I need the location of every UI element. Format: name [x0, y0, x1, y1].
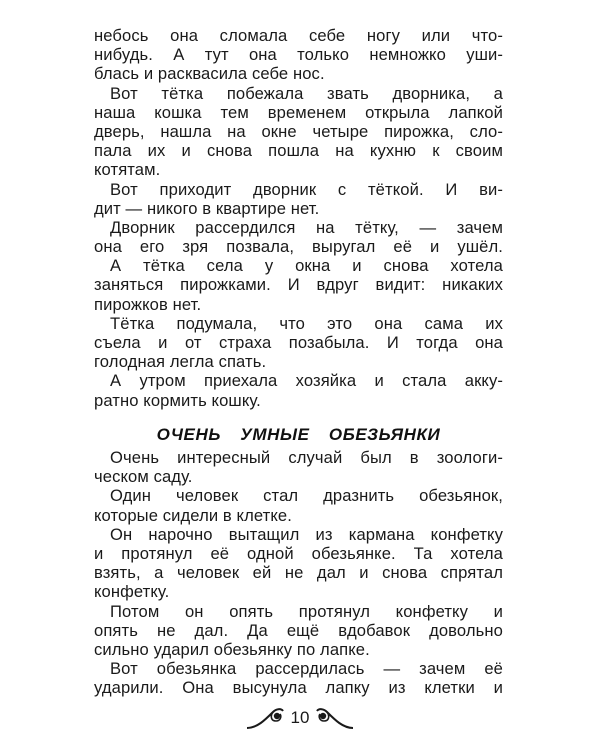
text-line: дит — никого в квартире нет. [94, 198, 320, 218]
text-line: небось она сломала себе ногу или что- [94, 26, 503, 45]
text-line: Вот обезьянка рассердилась — зачем её [110, 659, 503, 679]
text-line: Очень интересный случай был в зоологи- [110, 448, 503, 467]
text-line: съела и от страха позабыла. И тогда она [94, 333, 503, 352]
story-text-top [94, 26, 503, 410]
text-line: нибудь. А тут она только немножко уши- [94, 45, 503, 65]
text-line: котятам. [94, 160, 161, 180]
text-line: заняться пирожками. И вдруг видит: никаких [94, 275, 503, 295]
text-line: она его зря позвала, выругал её и ушёл. [94, 237, 503, 257]
text-line: А утром приехала хозяйка и стала акку- [110, 371, 503, 391]
text-line: дверь, нашла на окне четыре пирожка, сло- [94, 121, 503, 141]
text-line: и протянул её одной обезьянке. Та хотела [94, 543, 503, 563]
text-line: голодная легла спать. [94, 352, 267, 372]
text-line: пирожков нет. [94, 294, 202, 314]
text-line: ратно кормить кошку. [94, 390, 261, 410]
text-line: опять не дал. Да ещё вдобавок довольно [94, 620, 503, 640]
text-line: конфетку. [94, 582, 170, 602]
text-line: Один человек стал дразнить обезьянок, [110, 486, 503, 506]
text-line: Он нарочно вытащил из кармана конфетку [110, 524, 503, 544]
text-line: ударили. Она высунула лапку из клетки и [94, 678, 503, 698]
text-line: пала их и снова пошла на кухню к своим [94, 141, 503, 161]
text-line: Вот приходит дворник с тёткой. И ви- [110, 179, 503, 199]
story-text-bottom [94, 448, 503, 697]
text-line: ческом саду. [94, 467, 193, 487]
text-line: наша кошка тем временем открыла лапкой [94, 102, 503, 122]
text-line: А тётка села у окна и снова хотела [110, 256, 503, 276]
text-line: Вот тётка побежала звать дворника, а [110, 83, 503, 103]
right-swirl-ornament-icon [313, 706, 355, 730]
text-line: блась и расквасила себе нос. [94, 64, 325, 84]
text-line: которые сидели в клетке. [94, 505, 292, 525]
text-line: Тётка подумала, что это она сама их [110, 313, 503, 333]
page-footer [0, 705, 600, 731]
section-title: ОЧЕНЬ УМНЫЕ ОБЕЗЬЯНКИ [156, 425, 441, 444]
text-line: взять, а человек ей не дал и снова спрятал [94, 563, 503, 583]
left-swirl-ornament-icon [245, 706, 287, 730]
text-line: сильно ударил обезьянку по лапке. [94, 639, 370, 659]
text-line: Потом он опять протянул конфетку и [110, 601, 503, 621]
page-number: 10 [290, 708, 310, 727]
text-line: Дворник рассердился на тётку, — зачем [110, 217, 503, 237]
